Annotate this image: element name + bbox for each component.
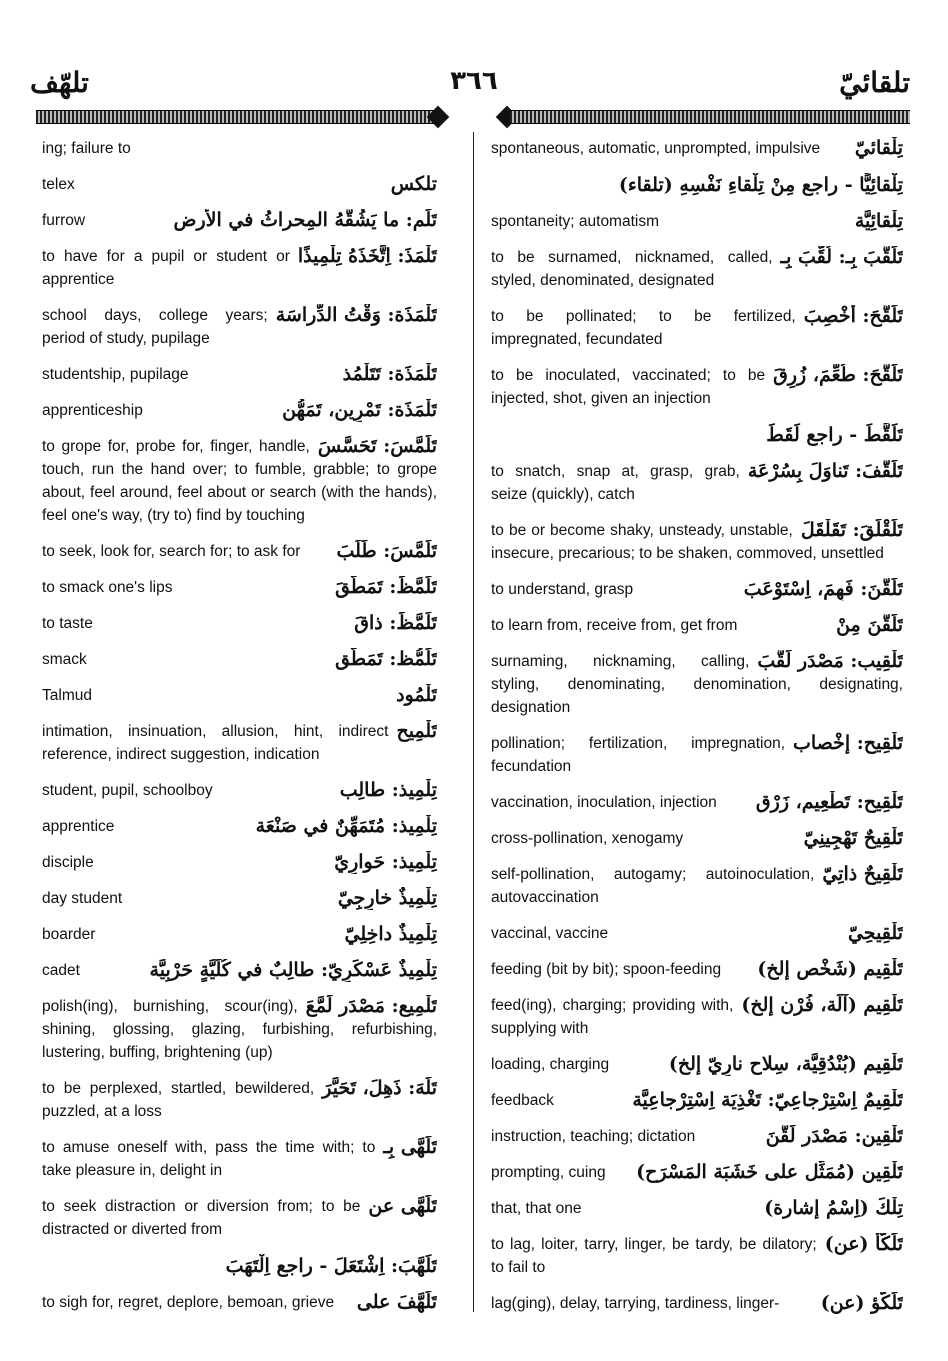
arabic-headword: تَلَقَّحَ: طُعِّمَ، زُرِقَ — [773, 364, 903, 386]
dictionary-entry — [491, 137, 903, 160]
dictionary-entry — [42, 363, 437, 386]
english-definition: to snatch, snap at, grasp, grab, seize (quickly), catch — [491, 463, 740, 503]
dictionary-entry — [42, 684, 437, 707]
dictionary-entry — [491, 173, 903, 197]
dictionary-entry — [42, 851, 437, 874]
english-definition: feeding (bit by bit); spoon-feeding — [491, 961, 722, 978]
arabic-headword: تَلْقِين: مَصْدَر لَقَّنَ — [765, 1125, 903, 1147]
english-definition: to be perplexed, startled, bewildered, puzzled, at a loss — [42, 1080, 315, 1120]
arabic-headword: تَلَقَّحَ: أُخْصِبَ — [803, 305, 903, 327]
dictionary-entry — [491, 1053, 903, 1076]
arabic-headword: تَلْقِيب: مَصْدَر لَقَّبَ — [757, 650, 903, 672]
english-definition: vaccination, inoculation, injection — [491, 794, 717, 811]
english-definition: smack — [42, 651, 87, 668]
dictionary-entry — [42, 137, 437, 160]
dictionary-entry — [491, 423, 903, 447]
arabic-headword: تَلَم: ما يَشُقُّهُ المِحراثُ في الأرض — [173, 209, 437, 231]
dictionary-entry — [491, 791, 903, 814]
arabic-headword: تَلَهَّبَ: اِشْتَعَلَ - راجع اِلْتَهَبَ — [225, 1255, 437, 1277]
english-definition: studentship, pupilage — [42, 366, 189, 383]
arabic-headword: تَلْقِيح: تَطْعِيم، زَرْق — [755, 791, 903, 813]
arabic-headword: تَلَقَّفَ: تَناوَلَ بِسُرْعَة — [747, 460, 903, 482]
english-definition: to be or become shaky, unsteady, unstable, insecure, precarious; to be shaken, commoved, unsettled — [491, 522, 884, 562]
english-definition: to learn from, receive from, get from — [491, 617, 738, 634]
english-definition: telex — [42, 176, 75, 193]
english-definition: cross-pollination, xenogamy — [491, 830, 684, 847]
dictionary-entry — [42, 995, 437, 1064]
left-column — [42, 137, 437, 1327]
english-definition: spontaneous, automatic, unprompted, impulsive — [491, 140, 821, 157]
dictionary-entry — [42, 612, 437, 635]
arabic-headword: تَلْقِيح: إخْصاب — [793, 732, 903, 754]
english-definition: to understand, grasp — [491, 581, 634, 598]
english-definition: that, that one — [491, 1200, 582, 1217]
arabic-headword: تِلْمِيذ: طالِب — [339, 779, 437, 801]
arabic-headword: تَلَهَّى عن — [368, 1195, 437, 1217]
dictionary-entry — [42, 209, 437, 232]
english-definition: boarder — [42, 926, 96, 943]
arabic-headword: تَلْمِيح — [396, 720, 437, 742]
dictionary-entry — [491, 1125, 903, 1148]
english-definition: to grope for, probe for, finger, handle, touch, run the hand over; to fumble, grabble; to grope about, feel around, feel about or search (with the hands), feel one's way, (try to) find by touching — [42, 438, 437, 524]
arabic-headword: تِلْكَ (اِسْمُ إشارة) — [764, 1197, 903, 1219]
dictionary-entry — [42, 923, 437, 946]
dictionary-entry — [491, 958, 903, 981]
english-definition: feedback — [491, 1092, 554, 1109]
arabic-headword: تَلْمَذَة: تَتَلْمُذ — [342, 363, 437, 385]
arabic-headword: تَلَقَّنَ: فَهِمَ، اِسْتَوْعَبَ — [743, 578, 903, 600]
english-definition: to be inoculated, vaccinated; to be injected, shot, given an injection — [491, 367, 766, 407]
english-definition: feed(ing), charging; providing with, supplying with — [491, 997, 734, 1037]
right-column — [491, 137, 903, 1328]
english-definition: to be surnamed, nicknamed, called, styled, denominated, designated — [491, 249, 773, 289]
dictionary-entry — [42, 887, 437, 910]
arabic-headword: تلكس — [390, 173, 437, 195]
arabic-headword: تَلْقِيحِيّ — [847, 922, 903, 944]
dictionary-entry — [491, 305, 903, 351]
arabic-headword: تَلَقَّطَ - راجع لَقَطَ — [766, 424, 903, 446]
arabic-headword: تَلَمَّسَ: طَلَبَ — [336, 540, 437, 562]
english-definition: to have for a pupil or student or apprentice — [42, 248, 290, 288]
dictionary-entry — [491, 246, 903, 292]
dictionary-entry — [491, 1292, 903, 1315]
dictionary-entry — [42, 304, 437, 350]
header-rule-right — [510, 110, 910, 124]
arabic-headword: تَلَمَّظَ: تَمَطَّقَ — [335, 576, 437, 598]
dictionary-entry — [491, 210, 903, 233]
dictionary-entry — [42, 1077, 437, 1123]
english-definition: ing; failure to — [42, 140, 131, 157]
arabic-headword: تِلْمِيذٌ خارِجِيّ — [337, 887, 437, 909]
arabic-headword: تَلَكَّأَ (عن) — [824, 1233, 903, 1255]
arabic-headword: تَلْمَذَة: وَقْتُ الدِّراسَة — [275, 304, 437, 326]
arabic-headword: تَلْقِيم (بُنْدُقِيَّة، سِلاح نارِيّ إلخ) — [668, 1053, 903, 1075]
dictionary-entry — [491, 1161, 903, 1184]
english-definition: polish(ing), burnishing, scour(ing), shining, glossing, glazing, furbishing, refurbishing, lustering, buffing, brightening (up) — [42, 998, 437, 1061]
dictionary-entry — [491, 863, 903, 909]
arabic-headword: تَلْقِيمٌ اِسْتِرْجاعِيّ: تَغْذِيَة اِسْتِرْجاعِيَّة — [632, 1089, 903, 1111]
english-definition: to amuse oneself with, pass the time with; to take pleasure in, delight in — [42, 1139, 376, 1179]
header-guide-word-left: تلهّف — [30, 66, 89, 99]
arabic-headword: تِلْمِيذ: مُتَمَهِّنٌ في صَنْعَة — [255, 815, 437, 837]
arabic-headword: تَلَقَّبَ بِـ: لُقِّبَ بِـ — [780, 246, 903, 268]
column-divider — [473, 132, 474, 1312]
english-definition: vaccinal, vaccine — [491, 925, 609, 942]
dictionary-entry — [491, 460, 903, 506]
arabic-headword: تَلْقِيحٌ تَهْجِينِيّ — [803, 827, 903, 849]
arabic-headword: تِلْقائِيَّة — [854, 210, 903, 232]
dictionary-entry — [42, 576, 437, 599]
dictionary-entry — [42, 399, 437, 422]
english-definition: furrow — [42, 212, 86, 229]
dictionary-entry — [491, 994, 903, 1040]
arabic-headword: تَلَمَّظَ: ذاقَ — [354, 612, 437, 634]
arabic-headword: تَلْمَذَ: اِتَّخَذَهُ تِلْمِيذًا — [297, 245, 437, 267]
english-definition: cadet — [42, 962, 80, 979]
arabic-headword: تَلْمَذَة: تَمْرِين، تَمَهُّن — [282, 399, 437, 421]
arabic-headword: تَلَهَّى بِـ — [383, 1136, 437, 1158]
dictionary-entry — [42, 540, 437, 563]
arabic-headword: تَلَهَ: ذَهِلَ، تَحَيَّرَ — [322, 1077, 437, 1099]
english-definition: to sigh for, regret, deplore, bemoan, grieve — [42, 1294, 335, 1311]
arabic-headword: تَلَقْلَقَ: تَقَلْقَلَ — [800, 519, 903, 541]
dictionary-entry — [42, 815, 437, 838]
dictionary-entry — [42, 779, 437, 802]
dictionary-entry — [42, 173, 437, 196]
arabic-headword: تِلْقائيّ — [854, 137, 903, 159]
english-definition: to lag, loiter, tarry, linger, be tardy, be dilatory; to fail to — [491, 1236, 817, 1276]
dictionary-entry — [491, 827, 903, 850]
english-definition: pollination; fertilization, impregnation, fecundation — [491, 735, 785, 775]
english-definition: student, pupil, schoolboy — [42, 782, 213, 799]
english-definition: instruction, teaching; dictation — [491, 1128, 696, 1145]
english-definition: lag(ging), delay, tarrying, tardiness, linger- — [491, 1295, 780, 1312]
english-definition: to be pollinated; to be fertilized, impregnated, fecundated — [491, 308, 796, 348]
dictionary-entry — [42, 435, 437, 527]
english-definition: spontaneity; automatism — [491, 213, 660, 230]
arabic-headword: تَلْمِيع: مَصْدَر لَمَّعَ — [305, 995, 437, 1017]
dictionary-entry — [491, 578, 903, 601]
dictionary-entry — [491, 1197, 903, 1220]
dictionary-entry — [491, 1089, 903, 1112]
dictionary-entry — [42, 648, 437, 671]
dictionary-entry — [42, 720, 437, 766]
dictionary-entry — [491, 922, 903, 945]
page-number: ٣٦٦ — [450, 66, 498, 96]
english-definition: apprenticeship — [42, 402, 143, 419]
arabic-headword: تِلْمِيذٌ عَسْكَرِيّ: طالِبٌ في كُلِّيَّةٍ حَرْبِيَّة — [149, 959, 437, 981]
english-definition: loading, charging — [491, 1056, 610, 1073]
english-definition: surnaming, nicknaming, calling, styling, denominating, denomination, designating, designation — [491, 653, 903, 716]
dictionary-entry — [42, 245, 437, 291]
english-definition: school days, college years; period of study, pupilage — [42, 307, 268, 347]
english-definition: to seek distraction or diversion from; to be distracted or diverted from — [42, 1198, 361, 1238]
arabic-headword: تِلْمِيذٌ داخِلِيّ — [344, 923, 437, 945]
dictionary-entry — [42, 1195, 437, 1241]
dictionary-entry — [491, 364, 903, 410]
english-definition: Talmud — [42, 687, 92, 704]
dictionary-entry — [42, 1291, 437, 1314]
english-definition: to smack one's lips — [42, 579, 173, 596]
header-rule-left — [36, 110, 438, 124]
dictionary-entry — [42, 1136, 437, 1182]
arabic-headword: تَلَكُّؤ (عن) — [820, 1292, 903, 1314]
dictionary-entry — [491, 650, 903, 719]
english-definition: self-pollination, autogamy; autoinoculation, autovaccination — [491, 866, 815, 906]
dictionary-entry — [42, 959, 437, 982]
english-definition: to taste — [42, 615, 93, 632]
english-definition: to seek, look for, search for; to ask for — [42, 543, 301, 560]
english-definition: day student — [42, 890, 123, 907]
arabic-headword: تَلْقِيم (شَخْص إلخ) — [757, 958, 903, 980]
dictionary-entry — [491, 614, 903, 637]
english-definition: disciple — [42, 854, 94, 871]
english-definition: intimation, insinuation, allusion, hint, indirect reference, indirect suggestion, indication — [42, 723, 389, 763]
dictionary-entry — [491, 732, 903, 778]
arabic-headword: تَلَهَّفَ على — [356, 1291, 437, 1313]
arabic-headword: تَلْقِين (مُمَثِّل على خَشَبَة المَسْرَح) — [636, 1161, 903, 1183]
dictionary-entry — [42, 1254, 437, 1278]
arabic-headword: تِلْقائِيًّا - راجع مِنْ تِلْقاءِ نَفْسِهِ (تلقاء) — [618, 174, 903, 196]
dictionary-entry — [491, 519, 903, 565]
arabic-headword: تَلَمُّظ: تَمَطُّق — [335, 648, 437, 670]
arabic-headword: تِلْمِيذ: حَوارِيّ — [334, 851, 437, 873]
arabic-headword: تَلَقَّنَ مِنْ — [836, 614, 903, 636]
english-definition: apprentice — [42, 818, 115, 835]
dictionary-entry — [491, 1233, 903, 1279]
header-guide-word-right: تلقائيّ — [839, 66, 910, 99]
arabic-headword: تَلَمَّسَ: تَحَسَّسَ — [317, 435, 437, 457]
arabic-headword: تَلْقِيم (آلَة، فُرْن إلخ) — [741, 994, 903, 1016]
english-definition: prompting, cuing — [491, 1164, 606, 1181]
arabic-headword: تَلْمُود — [396, 684, 437, 706]
arabic-headword: تَلْقِيحٌ ذاتِيّ — [822, 863, 903, 885]
